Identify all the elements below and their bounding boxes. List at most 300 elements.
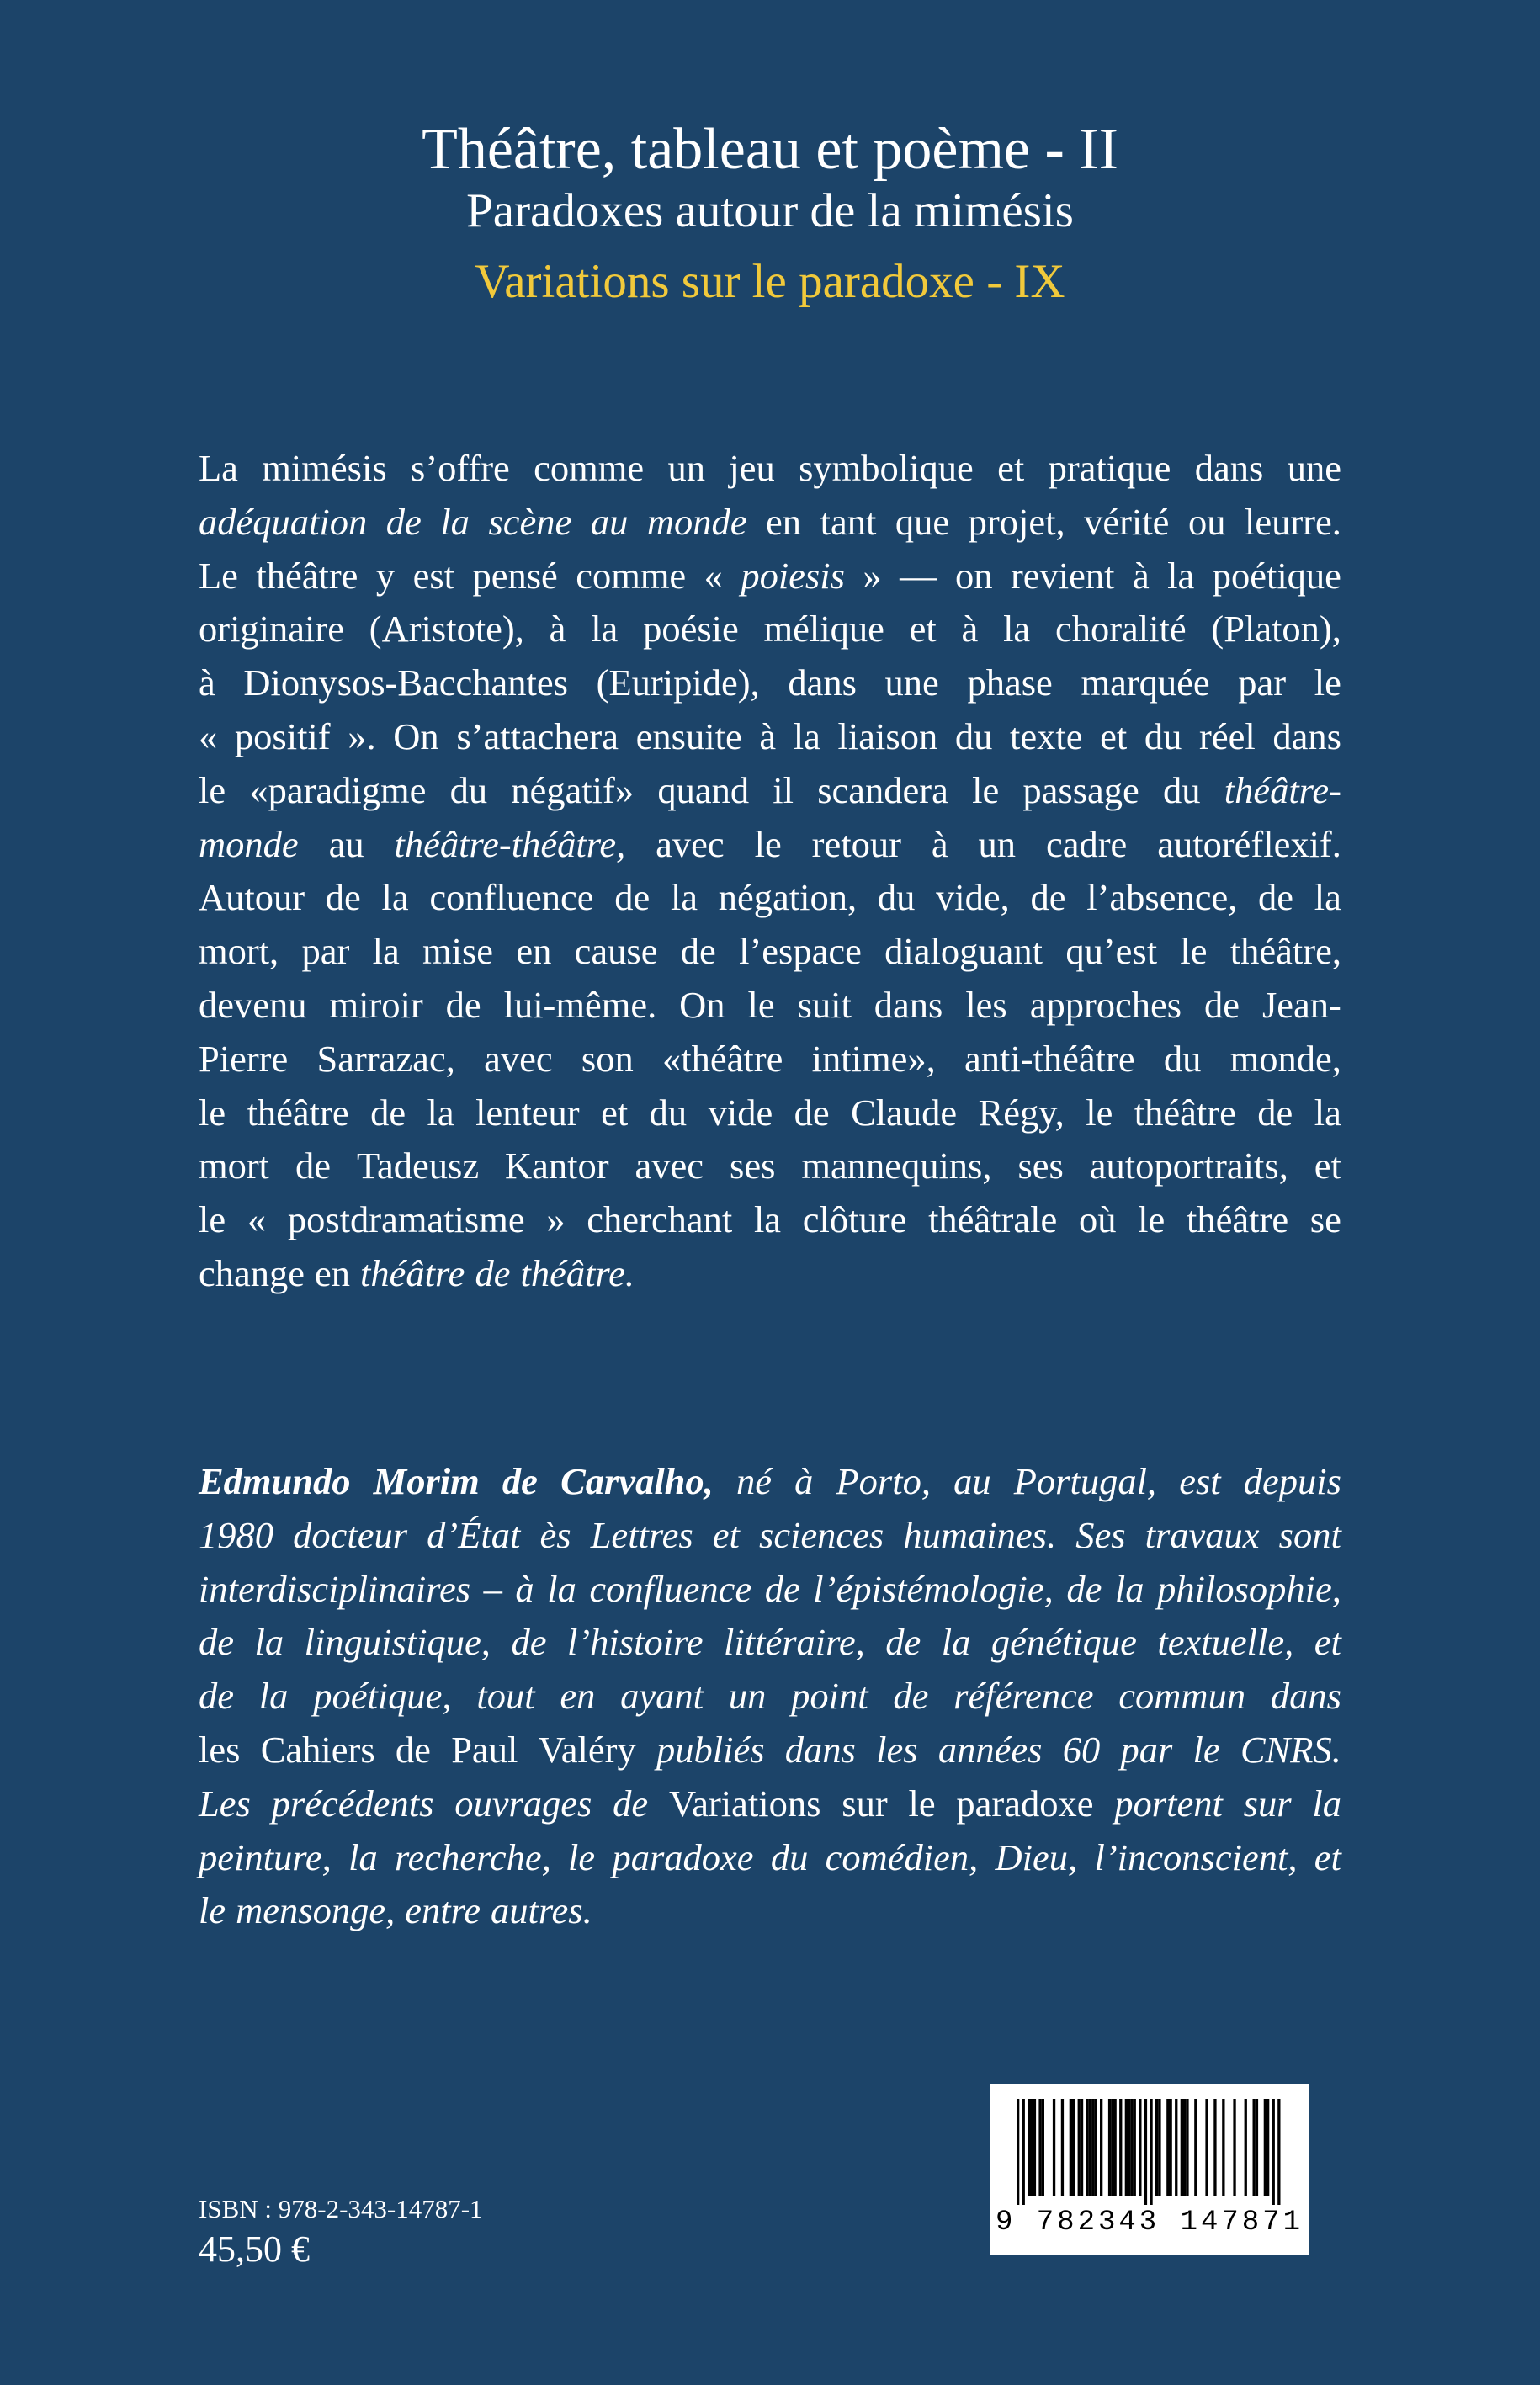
bio-line <box>199 1724 1341 1777</box>
blurb-word: son <box>581 1037 634 1080</box>
blurb-word: adéquation <box>199 500 368 543</box>
barcode-bar <box>1175 2099 1177 2196</box>
price: 45,50 € <box>199 2228 310 2270</box>
blurb-word: jeu <box>729 447 775 489</box>
blurb-word: « <box>199 714 218 757</box>
bio-word: Portugal, <box>1013 1460 1157 1502</box>
blurb-word: approches <box>1029 983 1182 1026</box>
blurb-word: scène <box>488 500 572 543</box>
blurb-line <box>199 1193 1341 1247</box>
blurb-word: en <box>516 930 552 973</box>
bio-word: de <box>885 1621 921 1664</box>
blurb-word: — <box>900 554 937 597</box>
blurb-line <box>199 818 1341 872</box>
bio-word: interdisciplinaires <box>199 1567 471 1610</box>
bio-word: publiés <box>656 1728 765 1771</box>
blurb-word: à <box>931 822 948 865</box>
blurb-word: de <box>385 500 422 543</box>
blurb-word: phase <box>967 661 1053 704</box>
barcode-bar <box>1038 2099 1041 2196</box>
barcode-bar <box>1108 2099 1111 2196</box>
blurb-line <box>199 603 1341 656</box>
bio-word: de <box>395 1728 431 1771</box>
blurb-word: la <box>440 500 470 543</box>
barcode-bar <box>1042 2099 1044 2196</box>
bio-line <box>199 1831 1341 1885</box>
blurb-word: à <box>1132 554 1150 597</box>
blurb-word: Dionysos-Bacchantes <box>243 661 568 704</box>
blurb-word: lui-même. <box>503 983 657 1026</box>
blurb-word: mise <box>422 930 494 973</box>
bio-word: recherche, <box>395 1835 551 1878</box>
bio-word: ayant <box>620 1675 704 1718</box>
blurb-word: la <box>381 876 409 919</box>
blurb-word: pratique <box>1048 447 1171 489</box>
blurb-word: avec <box>635 1145 704 1187</box>
blurb-line <box>199 925 1341 979</box>
bio-word: génétique <box>990 1621 1137 1664</box>
bio-word: Valéry <box>538 1728 636 1771</box>
bio-word: linguistique, <box>304 1621 491 1664</box>
bio-word: l’inconscient, <box>1094 1835 1298 1878</box>
bio-word: le <box>199 1889 226 1932</box>
blurb-word: de <box>1258 876 1294 919</box>
blurb-word: le <box>747 983 775 1026</box>
barcode-panel <box>990 2084 1309 2255</box>
barcode-bar <box>1181 2099 1183 2196</box>
barcode-bar <box>1078 2099 1081 2196</box>
blurb-word: théâtre- <box>1224 768 1341 811</box>
blurb-word: quand <box>657 768 750 811</box>
bio-word: humaines. <box>903 1513 1057 1556</box>
blurb-word: par <box>301 930 350 973</box>
blurb-line <box>199 550 1341 603</box>
bio-word: Paul <box>451 1728 518 1771</box>
bio-line <box>199 1777 1341 1831</box>
blurb-word: et <box>1314 1145 1341 1187</box>
author-bio <box>199 1455 1341 1938</box>
bio-word: – <box>483 1567 502 1610</box>
blurb-word: de <box>295 1145 331 1187</box>
barcode-bar <box>1091 2099 1094 2196</box>
bio-word: de <box>199 1621 235 1664</box>
blurb-word: texte <box>1009 714 1083 757</box>
blurb-word: du <box>954 714 993 757</box>
bio-line <box>199 1884 1341 1938</box>
blurb-word: dialoguant <box>884 930 1043 973</box>
blurb-word: en <box>766 500 802 543</box>
blurb-word: marquée <box>1081 661 1210 704</box>
bio-word: 60 <box>1062 1728 1101 1771</box>
blurb-word: Pierre <box>199 1037 289 1080</box>
barcode-bar <box>1094 2099 1097 2196</box>
bio-word: l’épistémologie, <box>813 1567 1054 1610</box>
blurb-line <box>199 979 1341 1033</box>
blurb-word: la <box>591 608 619 651</box>
blurb-word: scandera <box>817 768 948 811</box>
barcode-bar <box>1183 2099 1186 2196</box>
blurb-word: vérité <box>1084 500 1170 543</box>
blurb-word: autoréflexif. <box>1157 822 1341 865</box>
bio-word: textuelle, <box>1157 1621 1294 1664</box>
blurb-line <box>199 871 1341 925</box>
blurb-word: suit <box>797 983 852 1026</box>
blurb-word: choralité <box>1054 608 1187 651</box>
blurb-word: du <box>1144 714 1182 757</box>
blurb-word: par <box>1238 661 1287 704</box>
barcode-bar <box>1031 2099 1033 2196</box>
blurb-word: «paradigme <box>249 768 427 811</box>
bio-word: les <box>876 1728 918 1771</box>
blurb-word: de <box>680 930 716 973</box>
blurb-word: de <box>445 983 481 1026</box>
blurb-word: le <box>199 1198 226 1241</box>
barcode-bar <box>1022 2099 1025 2205</box>
bio-word: de <box>764 1567 800 1610</box>
blurb-word: On <box>393 714 439 757</box>
blurb-word: » <box>546 1198 566 1241</box>
blurb-line <box>199 1247 1341 1301</box>
blurb-word: théâtre-théâtre, <box>394 822 626 865</box>
blurb-line <box>199 656 1341 710</box>
blurb-word: et <box>997 447 1025 489</box>
blurb-word: mannequins, <box>801 1145 992 1187</box>
blurb-line <box>199 496 1341 550</box>
barcode-bar <box>1166 2099 1169 2196</box>
blurb-word: projet, <box>968 500 1065 543</box>
bio-word: précédents <box>271 1782 434 1825</box>
blurb-word: cherchant <box>587 1198 733 1241</box>
bio-word: est <box>1179 1460 1221 1502</box>
bio-word: d’État <box>427 1513 521 1556</box>
blurb-word: retour <box>811 822 901 865</box>
blurb-word: Autour <box>199 876 305 919</box>
blurb-word: s’offre <box>411 447 510 489</box>
bio-word: né <box>735 1460 772 1502</box>
blurb-word: liaison <box>837 714 938 757</box>
blurb-word: du <box>877 876 916 919</box>
blurb-word: mélique <box>763 608 884 651</box>
bio-word: Les <box>199 1782 251 1825</box>
bio-word: sciences <box>759 1513 884 1556</box>
blurb-word: de <box>370 1091 406 1134</box>
blurb-word: (Aristote), <box>369 608 524 651</box>
barcode-bar <box>1114 2099 1117 2196</box>
bio-word: commun <box>1118 1675 1246 1718</box>
blurb-word: de <box>1030 876 1066 919</box>
blurb-word: la <box>427 1091 454 1134</box>
blurb-word: change <box>199 1251 305 1294</box>
blurb-word: cause <box>574 930 658 973</box>
blurb-word: dans <box>1272 714 1341 757</box>
book-title: Théâtre, tableau et poème - II <box>422 117 1118 182</box>
barcode-bar <box>1144 2099 1147 2205</box>
blurb-word: à <box>549 608 566 651</box>
bio-word: sur <box>1243 1782 1292 1825</box>
bio-word: comédien, <box>825 1835 979 1878</box>
blurb-word: que <box>895 500 950 543</box>
blurb-word: « <box>247 1198 267 1241</box>
bio-word: dans <box>784 1728 856 1771</box>
blurb-word: ses <box>730 1145 776 1187</box>
blurb-word: du <box>1163 1037 1202 1080</box>
blurb-word: ou <box>1187 500 1226 543</box>
barcode-bar <box>1070 2099 1072 2196</box>
barcode-bar <box>1100 2099 1102 2196</box>
blurb-word: à <box>199 661 215 704</box>
bio-word: depuis <box>1243 1460 1341 1502</box>
bio-word: docteur <box>293 1513 408 1556</box>
barcode-bar <box>1150 2099 1152 2205</box>
barcode-bar <box>1119 2099 1122 2196</box>
barcode-digits: 9 782343 147871 <box>995 2207 1304 2239</box>
blurb-word: une <box>1287 447 1341 489</box>
blurb-word: Tadeusz <box>356 1145 480 1187</box>
bio-word: sont <box>1278 1513 1341 1556</box>
book-subtitle: Paradoxes autour de la mimésis <box>466 184 1074 237</box>
blurb-word: la <box>670 876 698 919</box>
bio-word: la <box>941 1621 971 1664</box>
bio-word: confluence <box>589 1567 752 1610</box>
bio-word: peinture, <box>199 1835 332 1878</box>
bio-word: 1980 <box>199 1513 273 1556</box>
blurb-word: confluence <box>429 876 594 919</box>
barcode-bar <box>1072 2099 1075 2196</box>
bio-word: le <box>1192 1728 1220 1771</box>
bio-word: Lettres <box>590 1513 693 1556</box>
barcode-bar <box>1125 2099 1128 2196</box>
barcode <box>1000 2099 1299 2205</box>
blurb-word: dans <box>1194 447 1264 489</box>
blurb-word: un <box>667 447 705 489</box>
barcode-bar <box>1267 2099 1269 2196</box>
blurb-word: le <box>1180 930 1208 973</box>
blurb-word: vide, <box>936 876 1010 919</box>
barcode-bar <box>1061 2099 1064 2196</box>
blurb-word: avec <box>656 822 725 865</box>
blurb-word: la <box>1314 876 1341 919</box>
barcode-bar <box>1272 2099 1275 2205</box>
blurb-word: la <box>1167 554 1195 597</box>
bio-word: la <box>348 1835 378 1878</box>
blurb-word: «théâtre <box>662 1037 783 1080</box>
blurb-word: positif <box>234 714 331 757</box>
blurb-word: vide <box>708 1091 773 1134</box>
blurb-word: « <box>704 554 723 597</box>
blurb-word: la <box>793 714 820 757</box>
barcode-bar <box>1139 2099 1141 2196</box>
blurb-word: lenteur <box>475 1091 580 1134</box>
blurb-line <box>199 1086 1341 1140</box>
barcode-bar <box>1158 2099 1160 2196</box>
isbn: ISBN : 978-2-343-14787-1 <box>199 2194 483 2223</box>
blurb-word: symbolique <box>799 447 974 489</box>
bio-word: l’histoire <box>566 1621 704 1664</box>
blurb-word: le <box>754 822 782 865</box>
blurb-word: négatif» <box>511 768 635 811</box>
bio-word: la <box>1114 1567 1144 1610</box>
bio-word: philosophie, <box>1157 1567 1341 1610</box>
bio-word: les <box>199 1728 241 1771</box>
blurb-word: et <box>909 608 937 651</box>
bio-word: Porto, <box>836 1460 931 1502</box>
blurb-word: le <box>972 768 1000 811</box>
blurb-word: poiesis <box>741 554 845 597</box>
blurb-word: théâtre <box>1134 1091 1236 1134</box>
bio-word: Carvalho, <box>560 1460 714 1502</box>
bio-word: années <box>937 1728 1043 1771</box>
blurb-word: ». <box>348 714 376 757</box>
blurb-word: de <box>614 876 651 919</box>
barcode-bar <box>1256 2099 1258 2196</box>
bio-word: la <box>254 1621 284 1664</box>
bio-word: au <box>953 1460 991 1502</box>
bio-word: et <box>712 1513 740 1556</box>
blurb-word: le <box>1314 661 1341 704</box>
bio-word: par <box>1120 1728 1173 1771</box>
barcode-bar <box>1155 2099 1158 2196</box>
blurb-word: le <box>199 1091 226 1134</box>
blurb-word: On <box>679 983 725 1026</box>
blurb-word: (Platon), <box>1211 608 1341 651</box>
bio-word: un <box>728 1675 767 1718</box>
blurb-word: Kantor <box>505 1145 609 1187</box>
bio-word: à <box>515 1567 534 1610</box>
barcode-bar <box>1089 2099 1091 2196</box>
blurb-word: monde <box>199 822 299 865</box>
blurb-word: à <box>961 608 979 651</box>
blurb-word: comme <box>534 447 645 489</box>
blurb-word: théâtre <box>247 1091 349 1134</box>
bio-word: la <box>258 1675 289 1718</box>
blurb-word: miroir <box>329 983 423 1026</box>
blurb-word: théâtre <box>1187 1198 1289 1241</box>
blurb-word: la <box>753 1198 782 1241</box>
bio-word: à <box>794 1460 814 1502</box>
bio-word: tout <box>476 1675 535 1718</box>
blurb-word: autoportraits, <box>1089 1145 1288 1187</box>
blurb-word: de <box>1204 983 1240 1026</box>
barcode-bar <box>1017 2099 1019 2205</box>
bio-line <box>199 1616 1341 1670</box>
blurb-word: où <box>1078 1198 1117 1241</box>
blurb-word: on <box>955 554 993 597</box>
blurb-word: théâtre <box>360 1251 465 1294</box>
title-block <box>0 118 1540 311</box>
blurb-word: intime», <box>811 1037 936 1080</box>
bio-word: le <box>908 1782 936 1825</box>
barcode-bar <box>1053 2099 1055 2196</box>
blurb-word: monde <box>646 500 747 543</box>
bio-word: littéraire, <box>724 1621 865 1664</box>
blurb-word: devenu <box>199 983 307 1026</box>
bio-word: point <box>791 1675 868 1718</box>
blurb-word: Sarrazac, <box>316 1037 455 1080</box>
blurb-word: l’absence, <box>1086 876 1238 919</box>
blurb-word: un <box>978 822 1017 865</box>
blurb-word: le <box>1138 1198 1166 1241</box>
barcode-bar <box>1205 2099 1208 2196</box>
barcode-bar <box>1033 2099 1036 2196</box>
bio-word: CNRS. <box>1240 1728 1341 1771</box>
blurb-word: s’attachera <box>456 714 619 757</box>
blurb-word: Régy, <box>978 1091 1065 1134</box>
bio-word: Variations <box>669 1782 821 1825</box>
bio-word: référence <box>953 1675 1094 1718</box>
bio-word: paradoxe <box>612 1835 754 1878</box>
blurb-line <box>199 442 1341 496</box>
barcode-bar <box>1111 2099 1113 2196</box>
blurb-word: comme <box>576 554 687 597</box>
blurb-word: pensé <box>472 554 558 597</box>
blurb-word: leurre. <box>1244 500 1341 543</box>
blurb-word: de <box>794 1091 830 1134</box>
bio-word: le <box>568 1835 596 1878</box>
blurb-line <box>199 1139 1341 1193</box>
bio-line <box>199 1509 1341 1563</box>
barcode-bar <box>1277 2099 1280 2205</box>
barcode-bar <box>1213 2099 1216 2196</box>
bio-word: poétique, <box>313 1675 452 1718</box>
bio-line <box>199 1455 1341 1509</box>
blurb-word: monde, <box>1229 1037 1341 1080</box>
blurb-word: le <box>199 768 226 811</box>
bio-word: paradoxe <box>956 1782 1094 1825</box>
bio-word: de <box>613 1782 649 1825</box>
barcode-bar <box>1170 2099 1172 2196</box>
bio-word: portent <box>1114 1782 1223 1825</box>
blurb-word: » <box>863 554 882 597</box>
blurb-word: qu’est <box>1065 930 1158 973</box>
blurb-word: tant <box>820 500 877 543</box>
blurb-word: en <box>315 1251 351 1294</box>
blurb-word: La <box>199 447 238 489</box>
blurb-word: de <box>475 1251 511 1294</box>
bio-word: Edmundo <box>199 1460 351 1502</box>
blurb-word: au <box>590 500 629 543</box>
blurb-word: la <box>372 930 400 973</box>
blurb-line <box>199 764 1341 818</box>
blurb-word: Claude <box>851 1091 958 1134</box>
bio-word: dans <box>1270 1675 1341 1718</box>
blurb-word: et <box>601 1091 629 1134</box>
blurb-word: de <box>325 876 361 919</box>
blurb-word: la <box>1003 608 1031 651</box>
bio-line <box>199 1670 1341 1724</box>
series-title: Variations sur le paradoxe - IX <box>475 255 1065 308</box>
bio-word: entre <box>405 1889 481 1932</box>
blurb-word: avec <box>484 1037 553 1080</box>
blurb-word: au <box>328 822 364 865</box>
barcode-bar <box>1264 2099 1267 2196</box>
bio-word: Cahiers <box>260 1728 375 1771</box>
blurb-line <box>199 1033 1341 1086</box>
bio-word: ouvrages <box>454 1782 592 1825</box>
barcode-bar <box>1233 2099 1235 2196</box>
blurb-word: passage <box>1022 768 1139 811</box>
barcode-bar <box>1086 2099 1089 2196</box>
bio-word: de <box>199 1675 235 1718</box>
blurb-word: et <box>1100 714 1128 757</box>
blurb-word: théâtrale <box>928 1198 1058 1241</box>
blurb-word: il <box>773 768 794 811</box>
bio-word: et <box>1314 1835 1341 1878</box>
blurb-word: les <box>965 983 1007 1026</box>
bio-word: Dieu, <box>995 1835 1078 1878</box>
bio-word: de <box>1066 1567 1102 1610</box>
blurb-word: une <box>884 661 939 704</box>
blurb-word: cadre <box>1045 822 1128 865</box>
